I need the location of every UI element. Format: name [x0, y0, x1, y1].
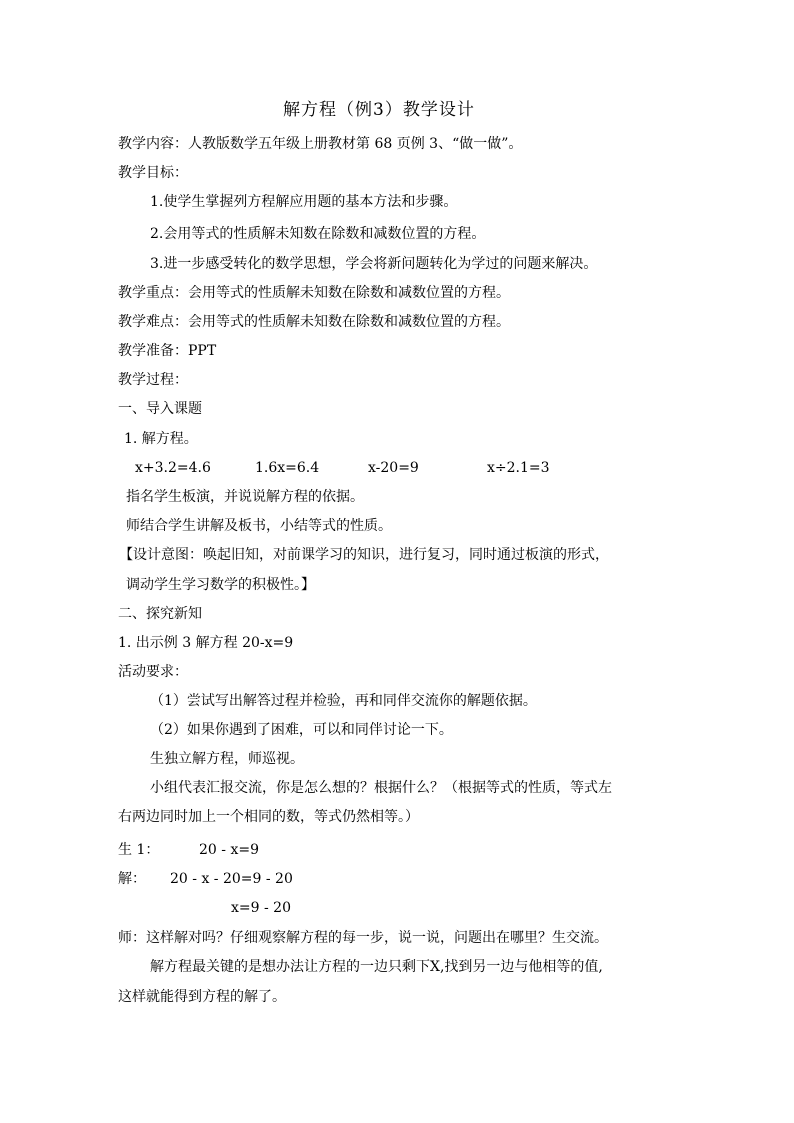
process-label: 教学过程： — [118, 372, 188, 388]
goal-3: 3.进一步感受转化的数学思想，学会将新问题转化为学过的问题来解决。 — [150, 256, 598, 272]
key-method-line-1: 解方程最关键的是想办法让方程的一边只剩下X,找到另一边与他相等的值, — [150, 959, 603, 975]
equation-4: x÷2.1=3 — [487, 460, 550, 476]
page-title: 解方程（例3）教学设计 — [283, 100, 475, 120]
difficulty: 教学难点：会用等式的性质解未知数在除数和减数位置的方程。 — [118, 314, 510, 330]
equation-1: x+3.2=4.6 — [135, 460, 211, 476]
student-1-equation: 20 - x=9 — [199, 842, 259, 858]
board-line-2: 师结合学生讲解及板书，小结等式的性质。 — [126, 518, 392, 534]
goal-2: 2.会用等式的性质解未知数在除数和减数位置的方程。 — [150, 226, 486, 242]
activity-label: 活动要求： — [118, 664, 188, 680]
student-1-label: 生 1： — [118, 842, 160, 858]
equation-3: x-20=9 — [368, 460, 419, 476]
teaching-content: 教学内容：人教版数学五年级上册教材第 68 页例 3、“做一做”。 — [118, 136, 523, 152]
key-point: 教学重点：会用等式的性质解未知数在除数和减数位置的方程。 — [118, 285, 510, 301]
goal-1: 1.使学生掌握列方程解应用题的基本方法和步骤。 — [150, 194, 458, 210]
requirement-1: （1）尝试写出解答过程并检验，再和同伴交流你的解题依据。 — [150, 693, 537, 709]
design-intent-line-1: 【设计意图：唤起旧知，对前课学习的知识，进行复习，同时通过板演的形式， — [119, 547, 609, 563]
solution-step-1: 20 - x - 20=9 - 20 — [170, 871, 293, 887]
key-method-line-2: 这样就能得到方程的解了。 — [118, 989, 286, 1005]
group-report-line-2: 右两边同时加上一个相同的数，等式仍然相等。） — [118, 809, 419, 825]
solution-step-2: x=9 - 20 — [231, 900, 291, 916]
section-2-heading: 二、探究新知 — [118, 606, 202, 622]
requirement-2: （2）如果你遇到了困难，可以和同伴讨论一下。 — [150, 722, 453, 738]
item-1: 1. 解方程。 — [124, 431, 198, 447]
independent-work: 生独立解方程，师巡视。 — [150, 751, 304, 767]
section-1-heading: 一、导入课题 — [118, 401, 202, 417]
preparation: 教学准备：PPT — [118, 343, 217, 359]
design-intent-line-2: 调动学生学习数学的积极性。】 — [126, 577, 315, 593]
example-3: 1. 出示例 3 解方程 20-x=9 — [118, 635, 294, 651]
group-report-line-1: 小组代表汇报交流，你是怎么想的？根据什么？（根据等式的性质，等式左 — [150, 780, 612, 796]
board-line-1: 指名学生板演，并说说解方程的依据。 — [126, 489, 364, 505]
equation-2: 1.6x=6.4 — [255, 460, 320, 476]
solution-label: 解： — [118, 871, 146, 887]
goals-label: 教学目标： — [118, 165, 188, 181]
teacher-question: 师：这样解对吗？仔细观察解方程的每一步，说一说，问题出在哪里？生交流。 — [118, 930, 608, 946]
